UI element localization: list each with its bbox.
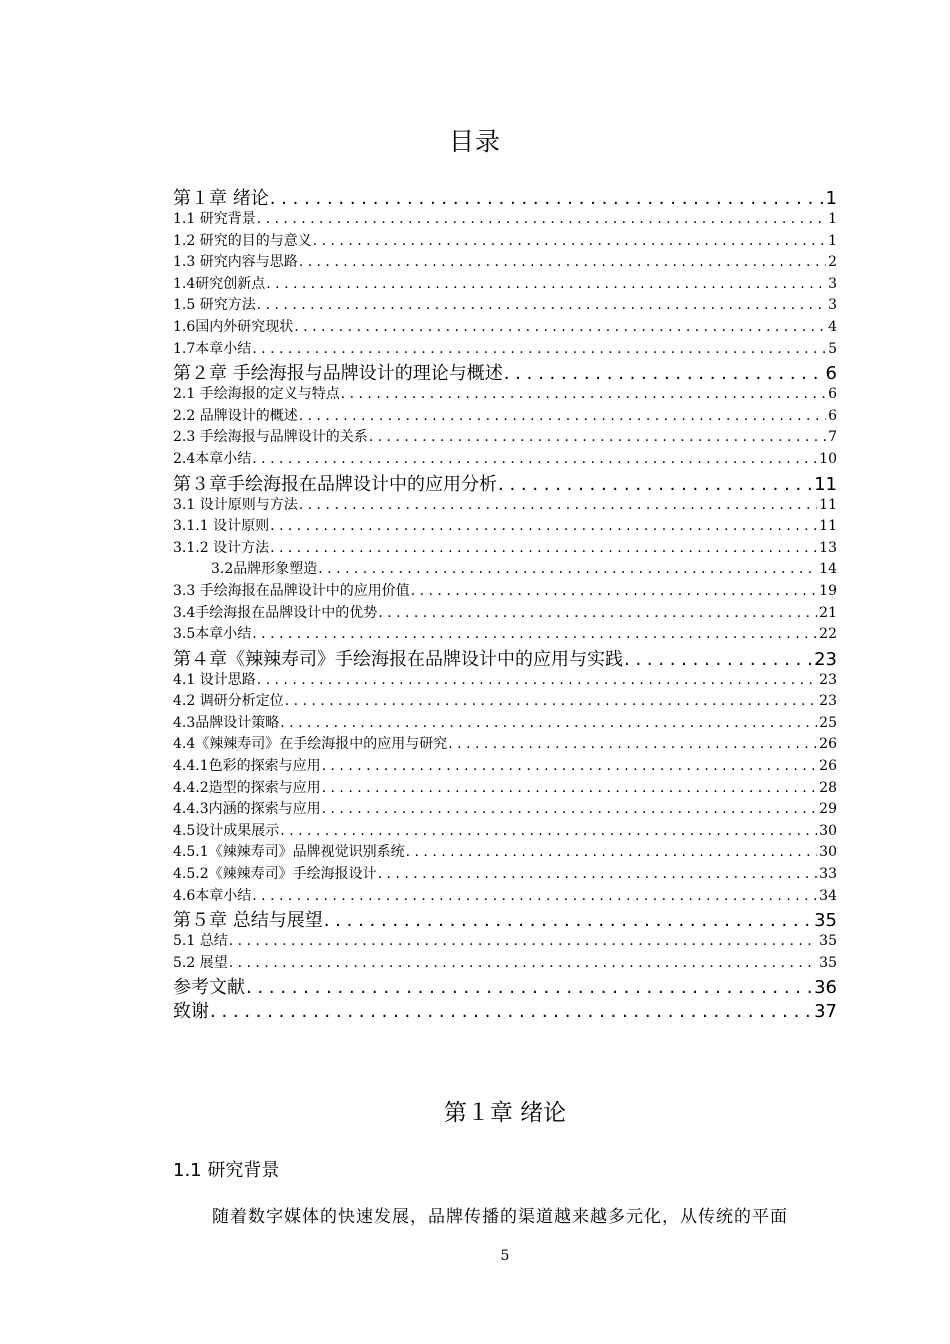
toc-entry-page-number: 30 bbox=[819, 844, 837, 861]
toc-entry-page-number: 34 bbox=[819, 887, 837, 904]
toc-entry-page-number: 3 bbox=[828, 275, 837, 292]
toc-dot-leader bbox=[251, 451, 817, 467]
toc-section-entry[interactable] bbox=[173, 623, 837, 645]
toc-dot-leader bbox=[405, 844, 818, 860]
toc-section-entry[interactable] bbox=[173, 294, 837, 316]
toc-dot-leader bbox=[245, 977, 812, 997]
chapter-heading: 第１章 绪论 bbox=[443, 1100, 567, 1126]
toc-chapter-entry[interactable] bbox=[173, 184, 837, 208]
toc-dot-leader bbox=[228, 955, 817, 971]
toc-entry-page-number: 35 bbox=[814, 910, 837, 931]
toc-section-entry[interactable] bbox=[173, 251, 837, 273]
toc-entry-title: 致谢 bbox=[173, 1001, 209, 1022]
toc-entry-title: 3.1.2 设计方法 bbox=[173, 539, 270, 556]
toc-section-entry[interactable] bbox=[173, 712, 837, 734]
toc-entry-page-number: 35 bbox=[819, 933, 837, 950]
toc-section-entry[interactable] bbox=[173, 338, 837, 360]
toc-entry-page-number: 26 bbox=[819, 736, 837, 753]
toc-section-entry[interactable] bbox=[173, 930, 837, 952]
toc-section-entry[interactable] bbox=[173, 820, 837, 842]
table-of-contents bbox=[173, 184, 837, 1021]
section-heading: 1.1 研究背景 bbox=[173, 1160, 280, 1181]
toc-dot-leader bbox=[265, 276, 826, 292]
toc-dot-leader bbox=[269, 518, 817, 534]
toc-dot-leader bbox=[317, 561, 817, 577]
toc-entry-page-number: 26 bbox=[819, 758, 837, 775]
toc-dot-leader bbox=[293, 319, 826, 335]
toc-dot-leader bbox=[623, 649, 812, 669]
toc-dot-leader bbox=[447, 736, 817, 752]
toc-entry-title: 4.5.2《辣辣寿司》手绘海报设计 bbox=[173, 866, 377, 883]
toc-entry-page-number: 14 bbox=[819, 561, 837, 578]
toc-entry-page-number: 28 bbox=[819, 779, 837, 796]
toc-dot-leader bbox=[298, 497, 817, 513]
toc-chapter-entry[interactable] bbox=[173, 645, 837, 669]
toc-entry-page-number: 23 bbox=[819, 693, 837, 710]
toc-section-entry[interactable] bbox=[173, 885, 837, 907]
toc-dot-leader bbox=[410, 583, 817, 599]
toc-section-entry[interactable] bbox=[173, 777, 837, 799]
toc-section-entry[interactable] bbox=[173, 494, 837, 516]
toc-entry-title: 4.6本章小结 bbox=[173, 887, 252, 904]
toc-entry-title: 4.4《辣辣寿司》在手绘海报中的应用与研究 bbox=[173, 736, 448, 753]
toc-entry-page-number: 1 bbox=[825, 188, 837, 208]
toc-section-entry[interactable] bbox=[173, 690, 837, 712]
toc-dot-leader bbox=[323, 910, 812, 930]
toc-entry-title: 1.4研究创新点 bbox=[173, 275, 266, 292]
toc-title: 目录 bbox=[448, 127, 501, 156]
toc-entry-page-number: 1 bbox=[828, 232, 837, 249]
toc-entry-title: 4.4.3内涵的探索与应用 bbox=[173, 801, 321, 818]
toc-entry-page-number: 29 bbox=[819, 801, 837, 818]
toc-entry-title: 3.1 设计原则与方法 bbox=[173, 496, 298, 513]
toc-entry-title: 3.5本章小结 bbox=[173, 626, 252, 643]
toc-section-entry[interactable] bbox=[173, 273, 837, 295]
toc-entry-page-number: 5 bbox=[828, 340, 837, 357]
toc-dot-leader bbox=[340, 386, 826, 402]
toc-entry-title: 2.2 品牌设计的概述 bbox=[173, 407, 298, 424]
toc-entry-page-number: 21 bbox=[819, 604, 837, 621]
toc-entry-title: 3.3 手绘海报在品牌设计中的应用价值 bbox=[173, 582, 410, 599]
toc-dot-leader bbox=[284, 693, 817, 709]
toc-entry-page-number: 4 bbox=[828, 318, 837, 335]
toc-entry-title: 4.4.1色彩的探索与应用 bbox=[173, 758, 321, 775]
toc-section-entry[interactable] bbox=[173, 863, 837, 885]
toc-entry-title: 1.7本章小结 bbox=[173, 340, 252, 357]
toc-chapter-entry[interactable] bbox=[173, 973, 837, 997]
toc-section-entry[interactable] bbox=[173, 841, 837, 863]
toc-entry-page-number: 19 bbox=[819, 582, 837, 599]
toc-dot-leader bbox=[256, 211, 826, 227]
toc-entry-page-number: 1 bbox=[828, 211, 837, 227]
toc-entry-page-number: 11 bbox=[819, 518, 837, 535]
toc-dot-leader bbox=[256, 297, 826, 313]
toc-section-entry[interactable] bbox=[173, 426, 837, 448]
toc-dot-leader bbox=[251, 341, 826, 357]
toc-entry-title: 4.3品牌设计策略 bbox=[173, 714, 280, 731]
toc-section-entry[interactable] bbox=[173, 558, 837, 580]
toc-entry-page-number: 33 bbox=[819, 866, 837, 883]
toc-section-entry[interactable] bbox=[173, 798, 837, 820]
toc-dot-leader bbox=[279, 715, 817, 731]
toc-dot-leader bbox=[228, 933, 817, 949]
toc-section-entry[interactable] bbox=[173, 602, 837, 624]
toc-entry-page-number: 6 bbox=[828, 386, 837, 403]
toc-entry-title: 3.1.1 设计原则 bbox=[173, 518, 270, 535]
toc-dot-leader bbox=[279, 823, 817, 839]
toc-entry-title: 第３章手绘海报在品牌设计中的应用分析 bbox=[173, 473, 497, 494]
toc-entry-title: 2.1 手绘海报的定义与特点 bbox=[173, 386, 340, 403]
toc-entry-page-number: 22 bbox=[819, 626, 837, 643]
toc-section-entry[interactable] bbox=[173, 952, 837, 974]
toc-entry-title: 1.2 研究的目的与意义 bbox=[173, 232, 312, 249]
toc-entry-title: 参考文献 bbox=[173, 977, 245, 998]
toc-entry-page-number: 10 bbox=[819, 450, 837, 467]
toc-entry-page-number: 11 bbox=[814, 473, 837, 494]
page-number: 5 bbox=[500, 1248, 510, 1264]
toc-entry-title: 第４章《辣辣寿司》手绘海报在品牌设计中的应用与实践 bbox=[173, 648, 623, 669]
toc-chapter-entry[interactable] bbox=[173, 359, 837, 383]
toc-section-entry[interactable] bbox=[173, 515, 837, 537]
toc-dot-leader bbox=[298, 408, 826, 424]
toc-entry-page-number: 23 bbox=[814, 648, 837, 669]
toc-dot-leader bbox=[377, 605, 817, 621]
toc-dot-leader bbox=[298, 254, 826, 270]
toc-dot-leader bbox=[321, 758, 818, 774]
toc-section-entry[interactable] bbox=[173, 208, 837, 230]
toc-entry-page-number: 7 bbox=[828, 429, 837, 446]
toc-section-entry[interactable] bbox=[173, 537, 837, 559]
toc-chapter-entry[interactable] bbox=[173, 997, 837, 1021]
toc-entry-page-number: 11 bbox=[819, 496, 837, 513]
toc-dot-leader bbox=[209, 1001, 812, 1021]
toc-section-entry[interactable] bbox=[173, 316, 837, 338]
toc-entry-page-number: 6 bbox=[825, 363, 837, 384]
toc-section-entry[interactable] bbox=[173, 669, 837, 691]
toc-entry-title: 4.2 调研分析定位 bbox=[173, 693, 284, 710]
toc-dot-leader bbox=[251, 888, 817, 904]
toc-entry-title: 第５章 总结与展望 bbox=[173, 910, 323, 931]
toc-entry-title: 4.4.2造型的探索与应用 bbox=[173, 779, 321, 796]
toc-entry-page-number: 13 bbox=[819, 539, 837, 556]
toc-entry-page-number: 35 bbox=[819, 954, 837, 971]
toc-dot-leader bbox=[269, 540, 817, 556]
toc-section-entry[interactable] bbox=[173, 383, 837, 405]
body-paragraph: 随着数字媒体的快速发展，品牌传播的渠道越来越多元化，从传统的平面 bbox=[212, 1207, 788, 1227]
toc-entry-page-number: 2 bbox=[828, 254, 837, 271]
toc-chapter-entry[interactable] bbox=[173, 470, 837, 494]
toc-entry-page-number: 6 bbox=[828, 407, 837, 424]
toc-entry-title: 第２章 手绘海报与品牌设计的理论与概述 bbox=[173, 363, 503, 384]
toc-dot-leader bbox=[251, 626, 817, 642]
toc-dot-leader bbox=[269, 188, 824, 208]
toc-dot-leader bbox=[497, 474, 812, 494]
toc-chapter-entry[interactable] bbox=[173, 906, 837, 930]
toc-dot-leader bbox=[312, 233, 826, 249]
toc-section-entry[interactable] bbox=[173, 230, 837, 252]
toc-entry-title: 5.2 展望 bbox=[173, 954, 228, 971]
toc-entry-title: 1.5 研究方法 bbox=[173, 297, 256, 314]
toc-entry-title: 3.2品牌形象塑造 bbox=[211, 561, 318, 578]
toc-entry-title: 第１章 绪论 bbox=[173, 188, 269, 208]
toc-entry-title: 1.3 研究内容与思路 bbox=[173, 254, 298, 271]
toc-section-entry[interactable] bbox=[173, 733, 837, 755]
toc-section-entry[interactable] bbox=[173, 580, 837, 602]
toc-entry-title: 1.6国内外研究现状 bbox=[173, 318, 294, 335]
toc-dot-leader bbox=[321, 780, 818, 796]
toc-entry-title: 4.5设计成果展示 bbox=[173, 822, 280, 839]
toc-dot-leader bbox=[377, 866, 818, 882]
toc-entry-page-number: 37 bbox=[814, 1001, 837, 1022]
toc-entry-title: 3.4手绘海报在品牌设计中的优势 bbox=[173, 604, 378, 621]
toc-entry-title: 2.4本章小结 bbox=[173, 450, 252, 467]
toc-entry-title: 4.1 设计思路 bbox=[173, 671, 256, 688]
toc-entry-page-number: 3 bbox=[828, 297, 837, 314]
toc-entry-page-number: 36 bbox=[814, 977, 837, 998]
toc-dot-leader bbox=[503, 363, 824, 383]
toc-entry-page-number: 23 bbox=[819, 671, 837, 688]
toc-entry-title: 1.1 研究背景 bbox=[173, 211, 256, 227]
toc-dot-leader bbox=[321, 801, 818, 817]
toc-entry-page-number: 30 bbox=[819, 822, 837, 839]
toc-section-entry[interactable] bbox=[173, 448, 837, 470]
toc-dot-leader bbox=[368, 429, 826, 445]
toc-entry-title: 2.3 手绘海报与品牌设计的关系 bbox=[173, 429, 368, 446]
toc-section-entry[interactable] bbox=[173, 755, 837, 777]
toc-entry-title: 4.5.1《辣辣寿司》品牌视觉识别系统 bbox=[173, 844, 405, 861]
toc-section-entry[interactable] bbox=[173, 405, 837, 427]
toc-entry-page-number: 25 bbox=[819, 714, 837, 731]
toc-dot-leader bbox=[256, 672, 817, 688]
toc-entry-title: 5.1 总结 bbox=[173, 933, 228, 950]
